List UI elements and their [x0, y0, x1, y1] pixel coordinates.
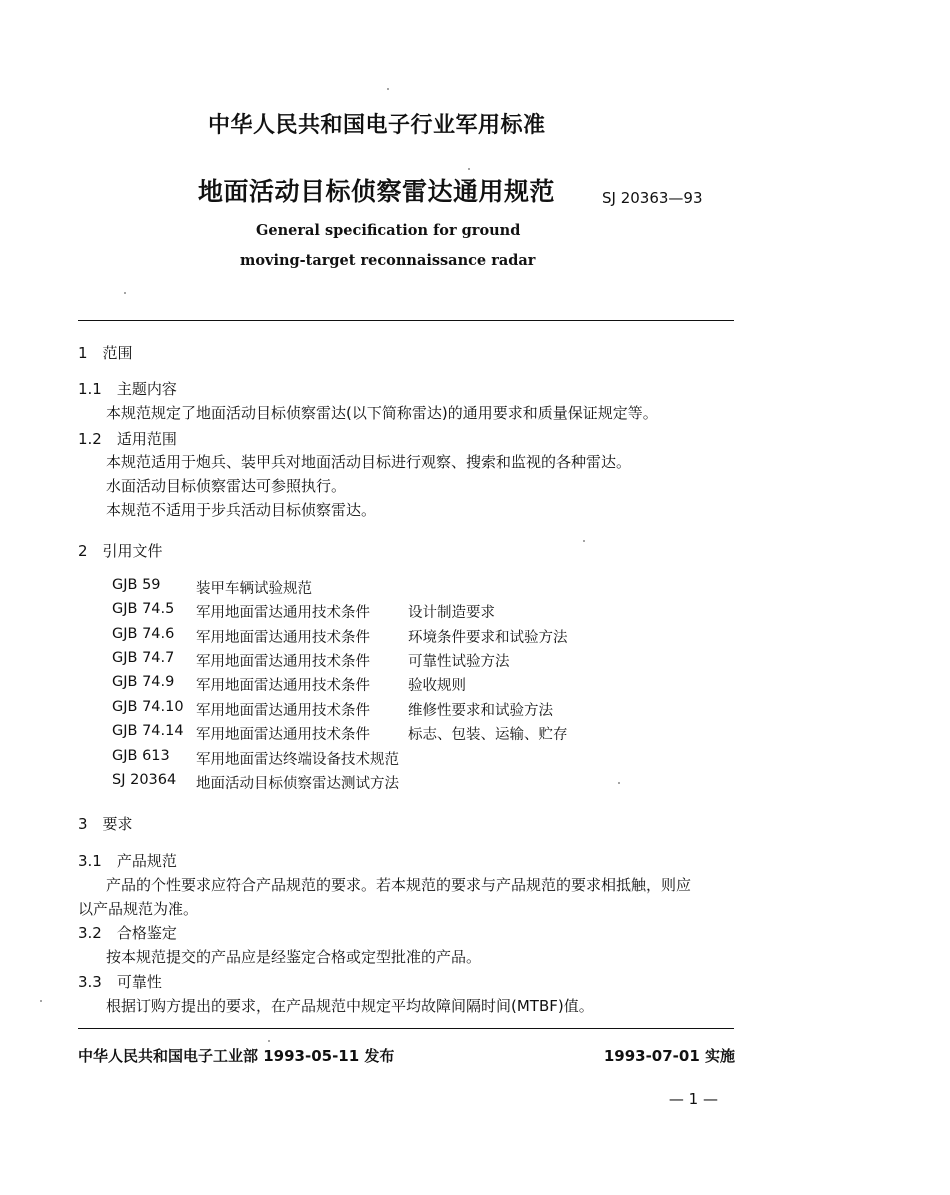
scan-speck — [583, 540, 585, 542]
reference-name: 地面活动目标侦察雷达测试方法 — [196, 776, 399, 792]
reference-name: 军用地面雷达通用技术条件 — [196, 678, 370, 694]
section-1-heading: 1 范围 — [78, 344, 133, 362]
effective-date: 1993-07-01 实施 — [603, 1047, 735, 1065]
section-3-1-text-line-2: 以产品规范为准。 — [78, 900, 199, 918]
scan-speck — [468, 168, 470, 170]
footer-divider — [78, 1028, 734, 1029]
section-3-2-text: 按本规范提交的产品应是经鉴定合格或定型批准的产品。 — [106, 948, 482, 966]
reference-code: GJB 74.9 — [112, 674, 175, 690]
section-3-1-heading: 3.1 产品规范 — [78, 852, 177, 870]
section-3-3-text: 根据订购方提出的要求，在产品规范中规定平均故障间隔时间(MTBF)值。 — [106, 997, 594, 1015]
header-divider — [78, 320, 734, 321]
section-1-2-heading: 1.2 适用范围 — [78, 430, 177, 448]
scan-speck — [40, 1000, 42, 1002]
reference-name: 军用地面雷达通用技术条件 — [196, 703, 370, 719]
scan-speck — [618, 782, 620, 784]
section-1-1-text: 本规范规定了地面活动目标侦察雷达(以下简称雷达)的通用要求和质量保证规定等。 — [106, 404, 658, 422]
reference-subtitle: 维修性要求和试验方法 — [408, 703, 553, 719]
section-3-3-heading: 3.3 可靠性 — [78, 973, 162, 991]
section-1-1-heading: 1.1 主题内容 — [78, 380, 177, 398]
reference-code: GJB 74.5 — [112, 601, 175, 617]
english-title-line-1: General specification for ground — [256, 222, 521, 239]
reference-subtitle: 标志、包装、运输、贮存 — [408, 727, 568, 743]
section-1-2-line: 本规范适用于炮兵、装甲兵对地面活动目标进行观察、搜索和监视的各种雷达。 — [106, 453, 632, 471]
section-1-2-line: 水面活动目标侦察雷达可参照执行。 — [106, 477, 347, 495]
issue-statement: 中华人民共和国电子工业部 1993-05-11 发布 — [78, 1047, 395, 1065]
reference-name: 装甲车辆试验规范 — [196, 581, 312, 597]
reference-subtitle: 验收规则 — [408, 678, 466, 694]
section-3-2-heading: 3.2 合格鉴定 — [78, 924, 177, 942]
section-2-heading: 2 引用文件 — [78, 542, 163, 560]
document-title: 地面活动目标侦察雷达通用规范 — [198, 177, 556, 206]
section-3-heading: 3 要求 — [78, 815, 133, 833]
reference-code: GJB 74.6 — [112, 626, 175, 642]
reference-subtitle: 设计制造要求 — [408, 605, 495, 621]
reference-code: GJB 74.14 — [112, 723, 184, 739]
reference-code: GJB 613 — [112, 748, 170, 764]
org-title: 中华人民共和国电子行业军用标准 — [208, 113, 546, 138]
section-3-1-text-line-1: 产品的个性要求应符合产品规范的要求。若本规范的要求与产品规范的要求相抵触，则应 — [106, 876, 692, 894]
section-1-2-line: 本规范不适用于步兵活动目标侦察雷达。 — [106, 501, 377, 519]
page-number: — 1 — — [668, 1090, 718, 1108]
reference-name: 军用地面雷达通用技术条件 — [196, 630, 370, 646]
scan-speck — [124, 292, 126, 294]
reference-name: 军用地面雷达终端设备技术规范 — [196, 752, 399, 768]
reference-code: GJB 74.7 — [112, 650, 175, 666]
scan-speck — [387, 88, 389, 90]
scan-speck — [268, 1040, 270, 1042]
reference-name: 军用地面雷达通用技术条件 — [196, 727, 370, 743]
reference-name: 军用地面雷达通用技术条件 — [196, 605, 370, 621]
reference-code: GJB 74.10 — [112, 699, 184, 715]
english-title-line-2: moving-target reconnaissance radar — [240, 252, 536, 269]
reference-code: GJB 59 — [112, 577, 161, 593]
reference-code: SJ 20364 — [112, 772, 177, 788]
reference-name: 军用地面雷达通用技术条件 — [196, 654, 370, 670]
reference-subtitle: 环境条件要求和试验方法 — [408, 630, 568, 646]
document-number: SJ 20363—93 — [602, 189, 703, 207]
reference-subtitle: 可靠性试验方法 — [408, 654, 510, 670]
